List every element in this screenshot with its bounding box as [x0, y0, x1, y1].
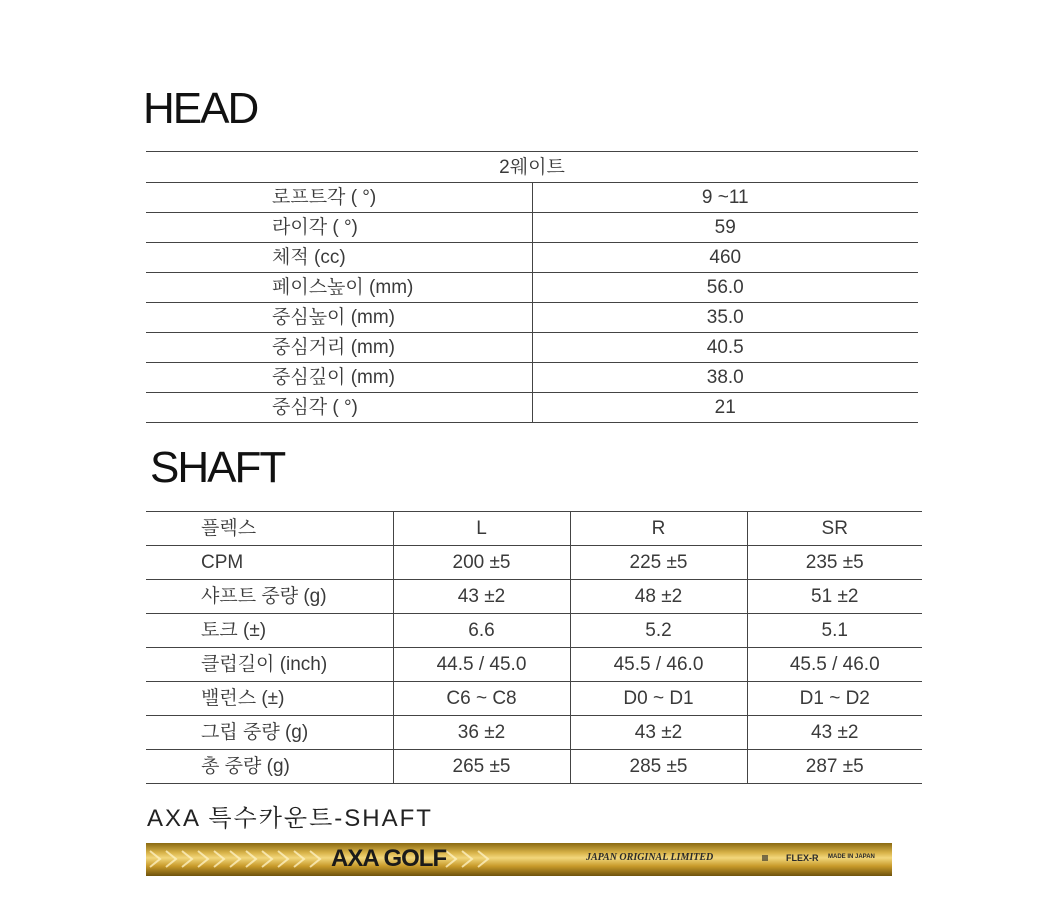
- spec-label: 토크 (±): [146, 614, 393, 648]
- spec-value: 56.0: [706, 277, 744, 298]
- table-row: [146, 243, 918, 273]
- table-row: [146, 682, 922, 716]
- spec-value: 59: [714, 217, 736, 238]
- table-row: [146, 716, 922, 750]
- column-header: L: [393, 512, 570, 546]
- spec-value: 40.5: [706, 337, 744, 358]
- shaft-product-image: [146, 843, 892, 876]
- shaft-origin-text: MADE IN JAPAN: [828, 854, 875, 860]
- table-row: [146, 750, 922, 784]
- table-row: [146, 273, 918, 303]
- spec-value: 200 ±5: [393, 546, 570, 580]
- spec-value: 235 ±5: [805, 552, 864, 573]
- shaft-flex-text: FLEX-R: [786, 853, 819, 863]
- spec-value: C6 ~ C8: [393, 682, 570, 716]
- spec-value: 265 ±5: [393, 750, 570, 784]
- spec-value: 51 ±2: [811, 586, 859, 607]
- spec-label: 체적 (cc): [146, 243, 532, 273]
- spec-value: 45.5 / 46.0: [789, 654, 880, 675]
- flex-header-label: 플렉스: [146, 512, 393, 546]
- spec-label: 샤프트 중량 (g): [146, 580, 393, 614]
- table-row: [146, 393, 918, 423]
- table-row: [146, 363, 918, 393]
- table-row: [146, 580, 922, 614]
- shaft-spec-table: [146, 511, 922, 784]
- spec-value: 44.5 / 45.0: [393, 648, 570, 682]
- spec-value: 43 ±2: [570, 716, 747, 750]
- spec-label: CPM: [146, 546, 393, 580]
- chevron-pattern-icon: [146, 843, 892, 876]
- table-header-row: [146, 512, 922, 546]
- spec-value: 225 ±5: [570, 546, 747, 580]
- head-spec-table: [146, 151, 918, 423]
- table-row: [146, 546, 922, 580]
- table-row: [146, 333, 918, 363]
- spec-label: 그립 중량 (g): [146, 716, 393, 750]
- spec-label: 로프트각 ( °): [146, 183, 532, 213]
- shaft-caption: AXA 특수카운트-SHAFT: [147, 805, 433, 832]
- shaft-section-title: SHAFT: [150, 443, 285, 492]
- spec-value: D0 ~ D1: [570, 682, 747, 716]
- spec-value: 5.1: [821, 620, 848, 641]
- spec-value: D1 ~ D2: [799, 688, 870, 709]
- spec-label: 라이각 ( °): [146, 213, 532, 243]
- shaft-edition-text: JAPAN ORIGINAL LIMITED: [586, 852, 714, 863]
- spec-value: 21: [714, 397, 736, 418]
- spec-label: 총 중량 (g): [146, 750, 393, 784]
- head-model-name: 2웨이트: [499, 156, 565, 178]
- spec-value: 36 ±2: [393, 716, 570, 750]
- table-row: [146, 614, 922, 648]
- spec-value: 35.0: [706, 307, 744, 328]
- spec-value: 48 ±2: [570, 580, 747, 614]
- spec-value: 43 ±2: [393, 580, 570, 614]
- axa-golf-logo: AXA GOLF: [331, 845, 447, 872]
- spec-value: 6.6: [393, 614, 570, 648]
- table-row: [146, 183, 918, 213]
- spec-value: 285 ±5: [570, 750, 747, 784]
- spec-label: 중심깊이 (mm): [146, 363, 532, 393]
- table-row: [146, 303, 918, 333]
- spec-value: 45.5 / 46.0: [570, 648, 747, 682]
- table-row: [146, 213, 918, 243]
- column-header: R: [570, 512, 747, 546]
- spec-label: 밸런스 (±): [146, 682, 393, 716]
- spec-label: 중심거리 (mm): [146, 333, 532, 363]
- spec-value: 287 ±5: [805, 756, 864, 777]
- spec-value: 460: [709, 247, 742, 268]
- head-section-title: HEAD: [143, 84, 258, 133]
- spec-label: 페이스높이 (mm): [146, 273, 532, 303]
- table-row: [146, 648, 922, 682]
- table-row: [146, 152, 918, 183]
- spec-label: 클럽길이 (inch): [146, 648, 393, 682]
- spec-label: 중심높이 (mm): [146, 303, 532, 333]
- spec-value: 43 ±2: [811, 722, 859, 743]
- spec-value: 9 ~11: [701, 187, 749, 208]
- column-header: SR: [821, 518, 848, 539]
- spec-value: 38.0: [706, 367, 744, 388]
- spec-label: 중심각 ( °): [146, 393, 532, 423]
- spec-value: 5.2: [570, 614, 747, 648]
